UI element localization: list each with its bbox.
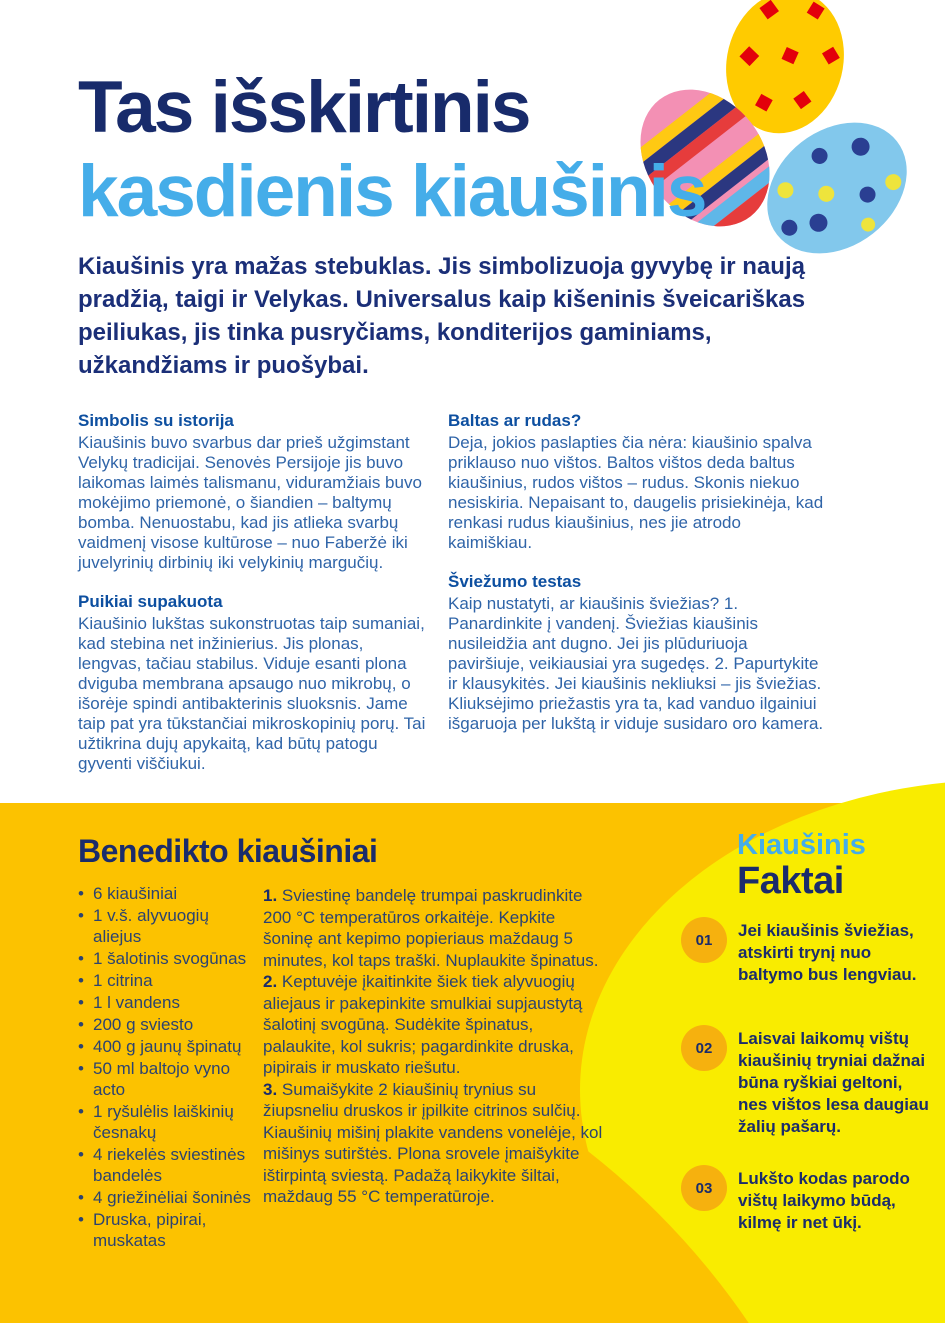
recipe-title: Benedikto kiaušiniai bbox=[78, 833, 378, 869]
fact-item bbox=[681, 917, 933, 986]
step-text: Sumaišykite 2 kiaušinių trynius su žiupsneliu druskos ir įpilkite citrinos sulčių. Kiaušinių mišinį plakite vandens vonelėje, kol mišinys sutirštės. Plona srovele įmaišykite ištirpintą sviestą. Padažą laikykite šiltai, maždaug 55 °C temperatūroje. bbox=[263, 1079, 603, 1206]
step-text: Sviestinę bandelę trumpai paskrudinkite 200 °C temperatūros orkaitėje. Kepkite šoninę ant kepimo popieriaus maždaug 5 minutes, kol taps traški. Nuplaukite špinatus. bbox=[263, 886, 599, 970]
facts-title-line1: Kiaušinis bbox=[737, 829, 866, 861]
facts-title-line2: Faktai bbox=[737, 860, 844, 902]
ingredient-item: • 200 g sviesto bbox=[78, 1014, 256, 1035]
fact-text: Jei kiaušinis šviežias, atskirti trynį nuo baltymo bus lengviau. bbox=[738, 921, 917, 984]
ingredient-item: • 1 ryšulėlis laiškinių česnakų bbox=[78, 1101, 256, 1143]
fact-item bbox=[681, 1025, 933, 1138]
step-number: 2. bbox=[263, 972, 278, 991]
recipe-step bbox=[263, 971, 608, 1079]
fact-number-badge: 03 bbox=[681, 1165, 727, 1211]
step-number: 3. bbox=[263, 1079, 278, 1099]
ingredient-item: • 50 ml baltojo vyno acto bbox=[78, 1058, 256, 1100]
intro-paragraph: Kiaušinis yra mažas stebuklas. Jis simbolizuoja gyvybę ir naują pradžią, taigi ir Velykas. Universalus kaip kišeninis šveicariškas peiliukas, jis tinka pusryčiams, konditerijos gaminiams, užkandžiams ir puošybai. bbox=[78, 253, 806, 379]
ingredient-list bbox=[78, 883, 256, 1252]
ingredient-item: • Druska, pipirai, muskatas bbox=[78, 1209, 256, 1251]
fact-number-badge: 02 bbox=[681, 1025, 727, 1071]
recipe-step bbox=[263, 885, 608, 971]
section-heading: Simbolis su istorija bbox=[78, 411, 234, 430]
recipe-steps bbox=[263, 885, 608, 1208]
recipe-facts-section bbox=[0, 803, 945, 1323]
ingredient-item: • 1 v.š. alyvuogių aliejus bbox=[78, 905, 256, 947]
ingredient-item: • 1 šalotinis svogūnas bbox=[78, 948, 256, 969]
ingredient-item: • 1 citrina bbox=[78, 970, 256, 991]
section-heading: Puikiai supakuota bbox=[78, 592, 223, 611]
page-title-line2: kasdienis kiaušinis bbox=[78, 151, 706, 232]
section-body: Kiaušinio lukštas sukonstruotas taip sumaniai, kad stebina net inžinierius. Jis plonas, lengvas, tačiau stabilus. Viduje esanti plona dviguba membrana apsaugo nuo mikrobų, o išorėje spindi antibakterinis sluoksnis. Jame taip pat yra tūkstančiai mikroskopinių porų. Tai užtikrina dujų apykaitą, kad būtų patogu gyventi viščiukui. bbox=[78, 614, 426, 773]
step-text: Keptuvėje įkaitinkite šiek tiek alyvuogių aliejaus ir pakepinkite smulkiai supjaustytą šalotinį svogūną. Sudėkite špinatus, palaukite, kol sukris; pagardinkite druska, pipirais ir muskato riešutu. bbox=[263, 972, 583, 1077]
section-body: Deja, jokios paslapties čia nėra: kiaušinio spalva priklauso nuo vištos. Baltos vištos deda baltus kiaušinius, rudos vištos – rudus. Skonis niekuo nesiskiria. Nepaisant to, daugelis prisiekinėja, kad renkasi rudus kiaušinius, nes jie atrodo kaimiškiau. bbox=[448, 433, 824, 552]
section-body: Kaip nustatyti, ar kiaušinis šviežias? 1. Panardinkite į vandenį. Šviežias kiaušinis nusileidžia ant dugno. Jei jis plūduriuoja paviršiuje, veikiausiai yra sugedęs. 2. Papurtykite ir klausykitės. Jei kiaušinis nekliuksi – jis šviežias. Kliuksėjimo priežastis yra ta, kad vanduo ilgainiui išgaruoja per lukštą ir viduje susidaro oro kamera. bbox=[448, 594, 824, 733]
ingredient-item: • 4 griežinėliai šoninės bbox=[78, 1187, 256, 1208]
section-heading: Šviežumo testas bbox=[448, 572, 582, 591]
article-column-left bbox=[78, 410, 430, 792]
fact-item bbox=[681, 1165, 933, 1234]
fact-text: Laisvai laikomų vištų kiaušinių tryniai dažnai būna ryškiai geltoni, nes vištos lesa daugiau žalių pašarų. bbox=[738, 1029, 929, 1136]
page-title bbox=[78, 66, 705, 234]
ingredient-item: • 1 l vandens bbox=[78, 992, 256, 1013]
fact-number-badge: 01 bbox=[681, 917, 727, 963]
facts-panel-title bbox=[737, 829, 866, 901]
section-body: Kiaušinis buvo svarbus dar prieš užgimstant Velykų tradicijai. Senovės Persijoje jis buvo laikomas laimės talismanu, viduramžiais buvo mokėjimo priemonė, o šiandien – baltymų bomba. Nenuostabu, kad jis atlieka svarbų vaidmenį visose kultūrose – nuo Faberžė iki juvelyrinių dirbinių iki velykinių margučių. bbox=[78, 433, 422, 572]
fact-text: Lukšto kodas parodo vištų laikymo būdą, kilmę ir net ūkį. bbox=[738, 1169, 910, 1232]
ingredient-item: • 4 riekelės sviestinės bandelės bbox=[78, 1144, 256, 1186]
page-title-line1: Tas išskirtinis bbox=[78, 67, 530, 148]
recipe-step bbox=[263, 1079, 608, 1208]
ingredient-item: • 400 g jaunų špinatų bbox=[78, 1036, 256, 1057]
article-column-right bbox=[448, 410, 824, 752]
ingredient-item: • 6 kiaušiniai bbox=[78, 883, 256, 904]
step-number: 1. bbox=[263, 886, 278, 905]
section-heading: Baltas ar rudas? bbox=[448, 411, 582, 430]
